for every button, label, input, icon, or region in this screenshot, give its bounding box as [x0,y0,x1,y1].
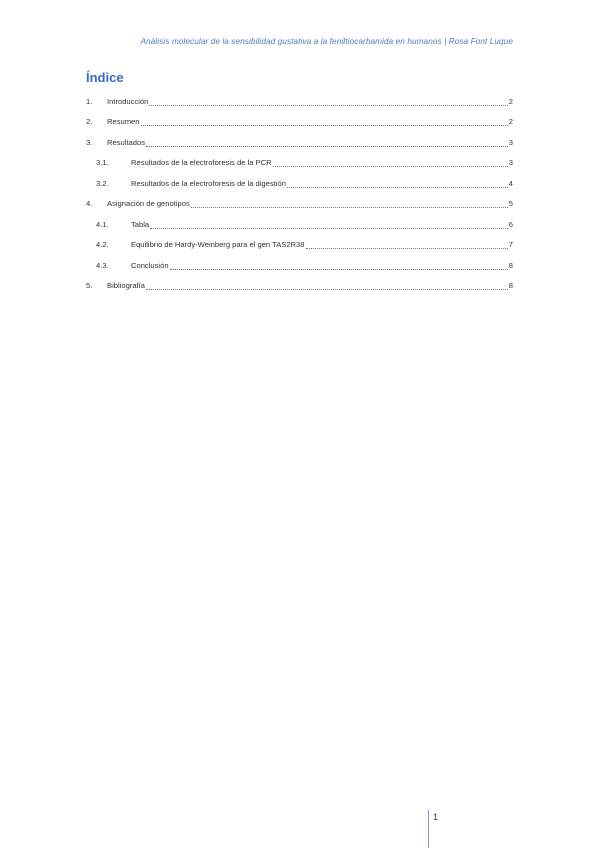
toc-entry-number: 4.1. [96,219,109,229]
toc-entry-page: 8 [508,281,513,291]
toc-entry-page: 3 [508,158,513,168]
toc-leader-dots [306,248,508,249]
footer-divider [428,810,429,848]
toc-entry-page: 8 [508,260,513,270]
toc-entry-number: 5. [86,281,93,291]
toc-entry-label: Resultados [107,137,145,147]
toc-entry-number: 1. [86,96,93,106]
toc-title: Índice [86,70,124,85]
toc-entry-label: Resumen [107,117,140,127]
toc-entry-number: 4. [86,199,93,209]
toc-entry-hardy-weinberg[interactable] [86,235,513,256]
toc-entry-label: Equilibrio de Hardy-Weinberg para el gen TAS2R38 [131,240,305,250]
toc-leader-dots [191,207,508,208]
toc-leader-dots [146,289,508,290]
toc-leader-dots [149,105,507,106]
toc-entry-page: 6 [508,219,513,229]
toc-entry-number: 3.1. [96,158,109,168]
toc-entry-resultados[interactable] [86,132,513,153]
toc-entry-page: 2 [508,117,513,127]
toc-entry-number: 3.2. [96,178,109,188]
toc-entry-page: 2 [508,96,513,106]
toc-entry-introduccion[interactable] [86,91,513,112]
toc-entry-page: 4 [508,178,513,188]
toc-entry-page: 5 [508,199,513,209]
toc-entry-tabla[interactable] [86,214,513,235]
toc-entry-number: 2. [86,117,93,127]
page-number: 1 [433,812,439,822]
toc-entry-bibliografia[interactable] [86,276,513,297]
toc-entry-page: 7 [508,240,513,250]
toc-entry-number: 3. [86,137,93,147]
toc-entry-label: Introducción [107,96,149,106]
toc-entry-label: Bibliografía [107,281,145,291]
toc-entry-number: 4.2. [96,240,109,250]
toc-entry-resumen[interactable] [86,112,513,133]
toc-leader-dots [287,187,508,188]
running-header: Análisis molecular de la sensibilidad gustativa a la feniltiocarbamida en humanos | Rosa Font Luque [140,37,513,46]
toc-entry-number: 4.3. [96,260,109,270]
toc-entry-conclusion[interactable] [86,255,513,276]
toc-entry-page: 3 [508,137,513,147]
toc-entry-label: Conclusión [131,260,169,270]
toc-leader-dots [141,125,508,126]
toc-entry-label: Asignación de genotipos [107,199,190,209]
toc-entry-label: Tabla [131,219,150,229]
toc-entry-label: Resultados de la electroforesis de la digestión [131,178,286,188]
toc-entry-label: Resultados de la electroforesis de la PCR [131,158,272,168]
toc-entry-resultados-digestion[interactable] [86,173,513,194]
toc-leader-dots [150,228,508,229]
toc-leader-dots [273,166,508,167]
table-of-contents [86,91,513,296]
toc-leader-dots [146,146,508,147]
toc-entry-resultados-pcr[interactable] [86,153,513,174]
toc-entry-asignacion-genotipos[interactable] [86,194,513,215]
toc-leader-dots [170,269,508,270]
